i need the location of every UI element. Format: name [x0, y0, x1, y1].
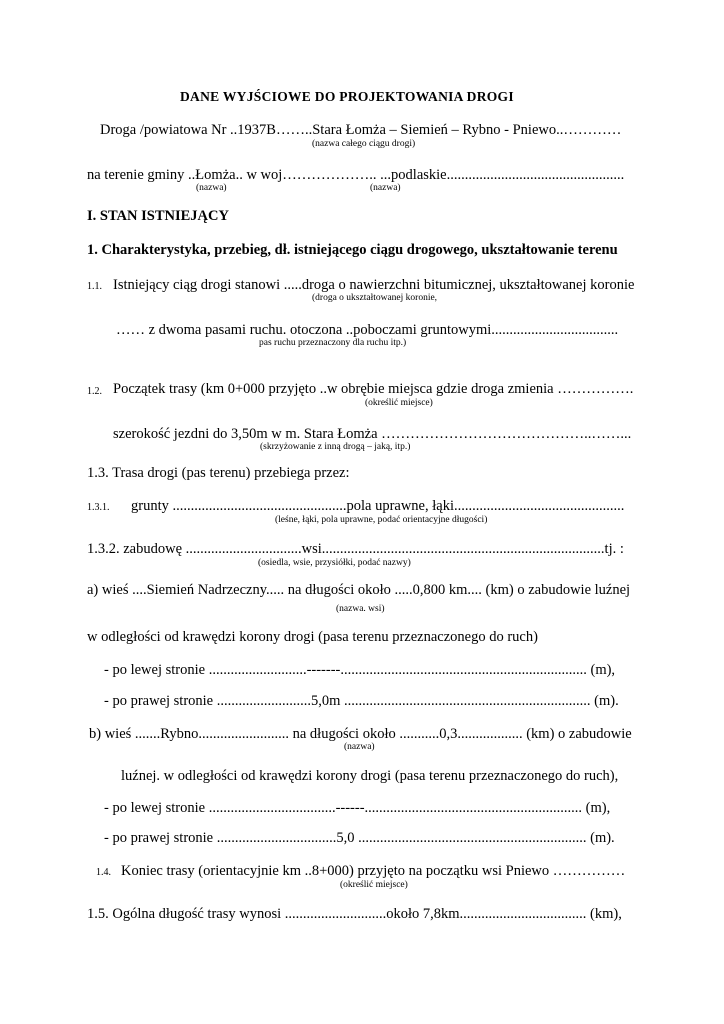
- p132-line: 1.3.2. zabudowę ................................wsi..............................................................................tj. :: [87, 541, 624, 557]
- p131-note: (leśne, łąki, pola uprawne, podać orientacyjne długości): [275, 515, 488, 525]
- p15: 1.5. Ogólna długość trasy wynosi ............................około 7,8km................................... (km),: [87, 906, 622, 922]
- p14-number: 1.4.: [96, 867, 111, 878]
- p132-note: (osiedla, wsie, przysiółki, podać nazwy): [258, 558, 411, 568]
- p11-continuation: …… z dwoma pasami ruchu. otoczona ..poboczami gruntowymi...................................: [116, 322, 619, 338]
- village-a-note: (nazwa. wsi): [336, 604, 385, 614]
- road-line: Droga /powiatowa Nr ..1937B……..Stara Łomża – Siemień – Rybno - Pniewo..…………: [100, 122, 622, 138]
- p14-note: (określić miejsce): [340, 880, 408, 890]
- distance-line-a: w odległości od krawędzi korony drogi (pasa terenu przeznaczonego do ruch): [87, 629, 538, 645]
- p11-text: Istniejący ciąg drogi stanowi .....droga o nawierzchni bitumicznej, ukształtowanej koronie: [113, 277, 635, 293]
- p14-text: Koniec trasy (orientacyjnie km ..8+000) przyjęto na początku wsi Pniewo ……………: [121, 863, 626, 879]
- document-title: DANE WYJŚCIOWE DO PROJEKTOWANIA DROGI: [180, 89, 514, 104]
- b-right-side: - po prawej stronie .................................5,0 ............................................................... (m).: [104, 830, 615, 846]
- p11-number: 1.1.: [87, 281, 102, 292]
- p12-note: (określić miejsce): [365, 398, 433, 408]
- gmina-note-2: (nazwa): [370, 183, 401, 193]
- p131-number: 1.3.1.: [87, 502, 110, 513]
- b-left-side: - po lewej stronie ...................................------............................................................ (m),: [104, 800, 611, 816]
- p12-continuation: szerokość jezdni do 3,50m w m. Stara Łomża ……………………………………..……...: [113, 426, 632, 442]
- p11-note-2: pas ruchu przeznaczony dla ruchu itp.): [259, 338, 407, 348]
- road-note: (nazwa całego ciągu drogi): [312, 139, 416, 149]
- a-left-side: - po lewej stronie ...........................-------.................................................................... (m),: [104, 662, 616, 678]
- gmina-note-1: (nazwa): [196, 183, 227, 193]
- village-b-line: b) wieś .......Rybno......................... na długości około ...........0,3.................. (km) o zabudowie: [89, 726, 632, 742]
- gmina-line: na terenie gminy ..Łomża.. w woj……………….. ...podlaskie.................................................: [87, 167, 625, 183]
- p131-text: grunty ................................................pola uprawne, łąki...............................................: [131, 498, 625, 514]
- p13: 1.3. Trasa drogi (pas terenu) przebiega przez:: [87, 465, 350, 481]
- section-heading: I. STAN ISTNIEJĄCY: [87, 208, 229, 224]
- b-continuation: luźnej. w odległości od krawędzi korony drogi (pasa terenu przeznaczonego do ruch),: [121, 768, 619, 784]
- p12-number: 1.2.: [87, 386, 102, 397]
- a-right-side: - po prawej stronie ..........................5,0m .................................................................... (m).: [104, 693, 619, 709]
- village-b-note: (nazwa): [344, 742, 375, 752]
- p12-text: Początek trasy (km 0+000 przyjęto ..w obrębie miejsca gdzie droga zmienia …………….: [113, 381, 634, 397]
- p11-note: (droga o ukształtowanej koronie,: [312, 293, 438, 303]
- village-a-line: a) wieś ....Siemień Nadrzeczny..... na długości około .....0,800 km.... (km) o zabudowie luźnej: [87, 582, 631, 598]
- heading-1: 1. Charakterystyka, przebieg, dł. istniejącego ciągu drogowego, ukształtowanie terenu: [87, 242, 618, 258]
- p12-note-2: (skrzyżowanie z inną drogą – jaką, itp.): [260, 442, 411, 452]
